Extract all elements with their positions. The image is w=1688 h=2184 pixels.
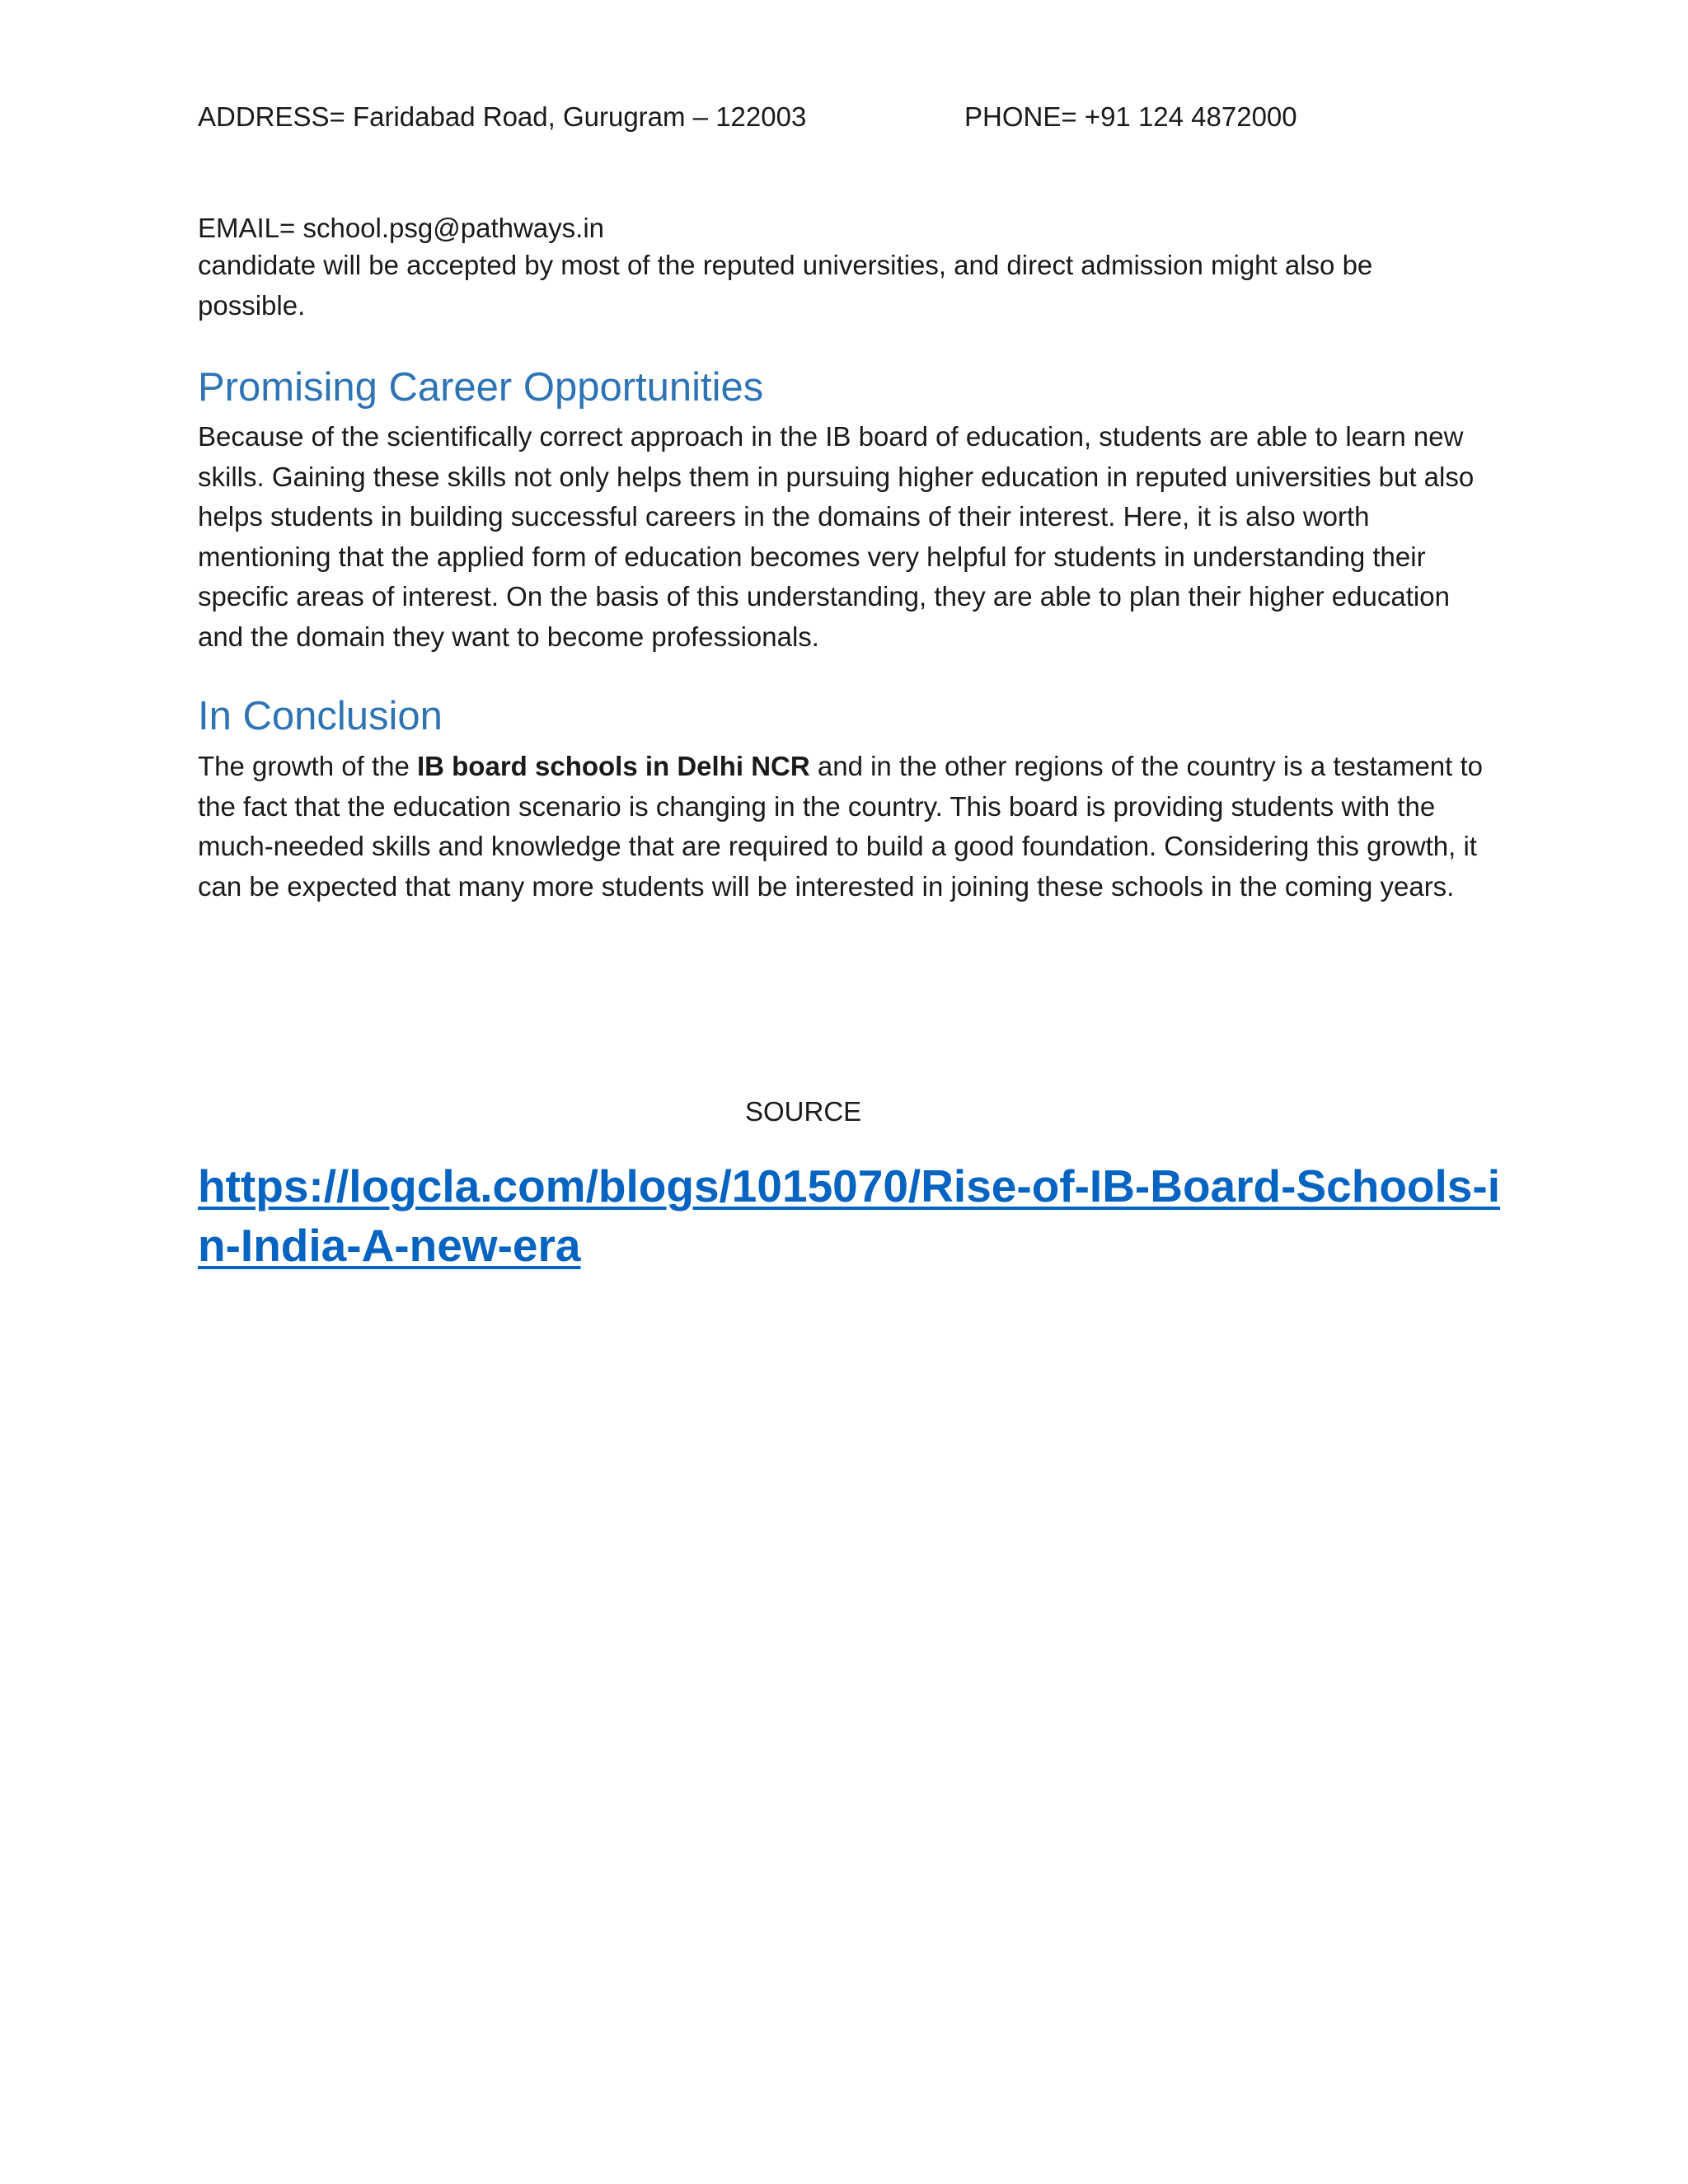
conclusion-paragraph xyxy=(198,747,1484,907)
career-opportunities-heading: Promising Career Opportunities xyxy=(198,365,764,410)
phone-line: PHONE= +91 124 4872000 xyxy=(964,101,1297,132)
conclusion-text-after: and in the other regions of the country is a testament to the fact that the education scenario is changing in the country. This board is providing students with the much-needed skills and knowledge that are required to build a good foundation. Considering this growth, it can be expected that many more students will be interested in joining these schools in the coming years. xyxy=(198,751,1484,902)
address-line: ADDRESS= Faridabad Road, Gurugram – 122003 xyxy=(198,101,807,132)
source-label: SOURCE xyxy=(745,1096,862,1127)
source-link[interactable]: https://logcla.com/blogs/1015070/Rise-of-IB-Board-Schools-in-India-A-new-era xyxy=(198,1160,1500,1271)
career-opportunities-paragraph: Because of the scientifically correct approach in the IB board of education, students are able to learn new skills. Gaining these skills not only helps them in pursuing higher education in reputed universities but also helps students in building successful careers in the domains of their interest. Here, it is also worth mentioning that the applied form of education becomes very helpful for students in understanding their specific areas of interest. On the basis of this understanding, they are able to plan their higher education and the domain they want to become professionals. xyxy=(198,421,1475,652)
conclusion-text-before: The growth of the xyxy=(198,751,417,781)
conclusion-heading: In Conclusion xyxy=(198,694,443,738)
conclusion-bold-phrase: IB board schools in Delhi NCR xyxy=(416,751,810,781)
email-line: EMAIL= school.psg@pathways.in xyxy=(198,213,605,243)
intro-continuation-paragraph: candidate will be accepted by most of the reputed universities, and direct admission might also be possible. xyxy=(198,250,1373,321)
